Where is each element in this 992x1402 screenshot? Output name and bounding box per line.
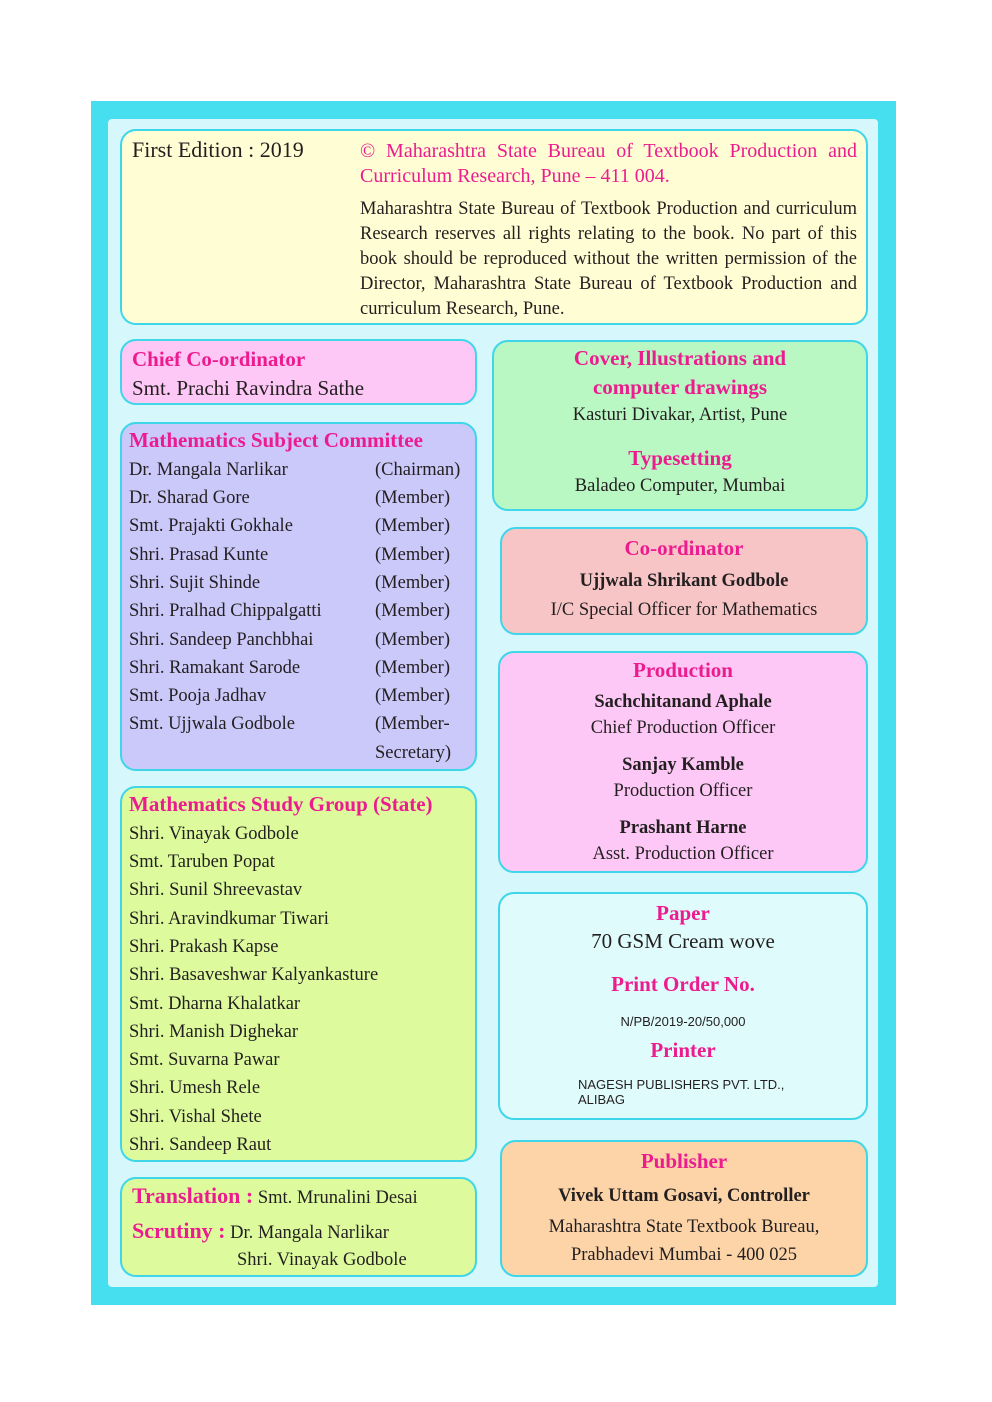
study-member: Shri. Sunil Shreevastav xyxy=(129,880,303,900)
production-person-name: Sanjay Kamble xyxy=(622,755,744,775)
publisher-line-1: Maharashtra State Textbook Bureau, xyxy=(548,1217,820,1237)
committee-row xyxy=(129,658,450,686)
scrutiny-name-1: Dr. Mangala Narlikar xyxy=(230,1223,389,1243)
study-member: Shri. Prakash Kapse xyxy=(129,937,279,957)
member-role: (Member) xyxy=(375,545,450,565)
member-name: Smt. Ujjwala Godbole xyxy=(129,714,295,734)
scrutiny-line xyxy=(132,1218,389,1244)
member-role: (Chairman) xyxy=(375,460,461,480)
typesetting-heading: Typesetting xyxy=(628,446,732,470)
production-person-title: Chief Production Officer xyxy=(590,718,776,738)
printer-name xyxy=(578,1077,784,1107)
study-member: Shri. Sandeep Raut xyxy=(129,1135,272,1155)
scrutiny-label: Scrutiny : xyxy=(132,1218,226,1243)
member-role: (Member) xyxy=(375,658,450,678)
production-person-name: Sachchitanand Aphale xyxy=(594,692,772,712)
member-role: (Member- xyxy=(375,714,450,734)
study-member: Smt. Dharna Khalatkar xyxy=(129,994,301,1014)
member-name: Smt. Prajakti Gokhale xyxy=(129,516,293,536)
coordinator-box xyxy=(500,527,868,635)
study-member: Smt. Taruben Popat xyxy=(129,852,275,872)
production-box xyxy=(498,651,868,873)
print-order-heading: Print Order No. xyxy=(611,972,755,996)
study-member: Shri. Manish Dighekar xyxy=(129,1022,299,1042)
chief-heading: Chief Co-ordinator xyxy=(132,347,306,371)
translation-label: Translation : xyxy=(132,1183,254,1208)
translation-line xyxy=(132,1183,418,1209)
study-member: Shri. Umesh Rele xyxy=(129,1078,261,1098)
translation-name: Smt. Mrunalini Desai xyxy=(257,1188,418,1208)
production-person-name: Prashant Harne xyxy=(619,818,747,838)
study-member: Shri. Vinayak Godbole xyxy=(129,824,299,844)
member-role: (Member) xyxy=(375,601,450,621)
study-member: Shri. Vishal Shete xyxy=(129,1107,262,1127)
member-role: (Member) xyxy=(375,516,450,536)
cover-box xyxy=(492,340,868,511)
member-role: (Member) xyxy=(375,686,450,706)
committee-row xyxy=(129,460,461,488)
study-member: Smt. Suvarna Pawar xyxy=(129,1050,280,1070)
scrutiny-name-2: Shri. Vinayak Godbole xyxy=(237,1250,407,1270)
cover-value: Kasturi Divakar, Artist, Pune xyxy=(572,405,788,425)
production-heading: Production xyxy=(633,658,733,682)
committee-row xyxy=(129,545,450,573)
cover-heading-1: Cover, Illustrations and xyxy=(573,346,787,370)
member-name: Shri. Pralhad Chippalgatti xyxy=(129,601,322,621)
production-person-title: Asst. Production Officer xyxy=(592,844,774,864)
member-role: (Member) xyxy=(375,630,450,650)
paper-value: 70 GSM Cream wove xyxy=(591,929,775,953)
member-name: Shri. Ramakant Sarode xyxy=(129,658,301,678)
committee-row xyxy=(129,630,450,658)
member-name: Dr. Sharad Gore xyxy=(129,488,250,508)
copyright-text: Maharashtra State Bureau of Textbook Production and curriculum Research reserves all rights relating to the book. No part of this book should be reproduced without the written permission of the Director, Maharashtra State Bureau of Textbook Production and curriculum Research, Pune. xyxy=(360,199,857,319)
member-role: (Member) xyxy=(375,573,450,593)
publisher-heading: Publisher xyxy=(640,1149,728,1173)
committee-row xyxy=(129,686,450,714)
publisher-name: Vivek Uttam Gosavi, Controller xyxy=(558,1186,810,1206)
cover-heading-2: computer drawings xyxy=(592,375,768,399)
print-order-value: N/PB/2019-20/50,000 xyxy=(620,1014,746,1029)
publisher-line-2: Prabhadevi Mumbai - 400 025 xyxy=(570,1245,798,1265)
copyright-title: © Maharashtra State Bureau of Textbook Production and Curriculum Research, Pune – 411 004. xyxy=(360,140,857,187)
study-heading: Mathematics Study Group (State) xyxy=(129,792,433,816)
copyright-box xyxy=(120,129,868,325)
member-name: Shri. Sandeep Panchbhai xyxy=(129,630,314,650)
coordinator-name: Ujjwala Shrikant Godbole xyxy=(579,571,789,591)
committee-row xyxy=(129,488,450,516)
edition: First Edition : 2019 xyxy=(132,137,304,162)
member-role-continued: Secretary) xyxy=(375,743,452,763)
study-member: Shri. Basaveshwar Kalyankasture xyxy=(129,965,379,985)
study-member: Shri. Aravindkumar Tiwari xyxy=(129,909,329,929)
committee-heading: Mathematics Subject Committee xyxy=(129,428,423,452)
typesetting-value: Baladeo Computer, Mumbai xyxy=(574,476,786,496)
paper-heading: Paper xyxy=(656,901,710,925)
coordinator-title: I/C Special Officer for Mathematics xyxy=(550,600,818,620)
committee-row xyxy=(129,573,450,601)
publisher-box xyxy=(500,1140,868,1277)
chief-name: Smt. Prachi Ravindra Sathe xyxy=(132,376,365,400)
coordinator-heading: Co-ordinator xyxy=(624,536,744,560)
committee-row xyxy=(129,714,450,742)
member-name: Shri. Prasad Kunte xyxy=(129,545,269,565)
subject-committee-box xyxy=(120,422,477,771)
member-name: Smt. Pooja Jadhav xyxy=(129,686,267,706)
member-role: (Member) xyxy=(375,488,450,508)
translation-box xyxy=(120,1177,477,1277)
member-name: Shri. Sujit Shinde xyxy=(129,573,261,593)
committee-row xyxy=(129,516,450,544)
printer-line-1: NAGESH PUBLISHERS PVT. LTD., xyxy=(578,1077,785,1092)
chief-coordinator-box xyxy=(120,339,477,405)
member-name: Dr. Mangala Narlikar xyxy=(129,460,288,480)
printer-heading: Printer xyxy=(650,1038,716,1062)
printer-line-2: ALIBAG xyxy=(578,1092,625,1107)
committee-row xyxy=(129,601,450,629)
production-person-title: Production Officer xyxy=(613,781,753,801)
study-group-box xyxy=(120,786,477,1162)
paper-box xyxy=(498,892,868,1120)
